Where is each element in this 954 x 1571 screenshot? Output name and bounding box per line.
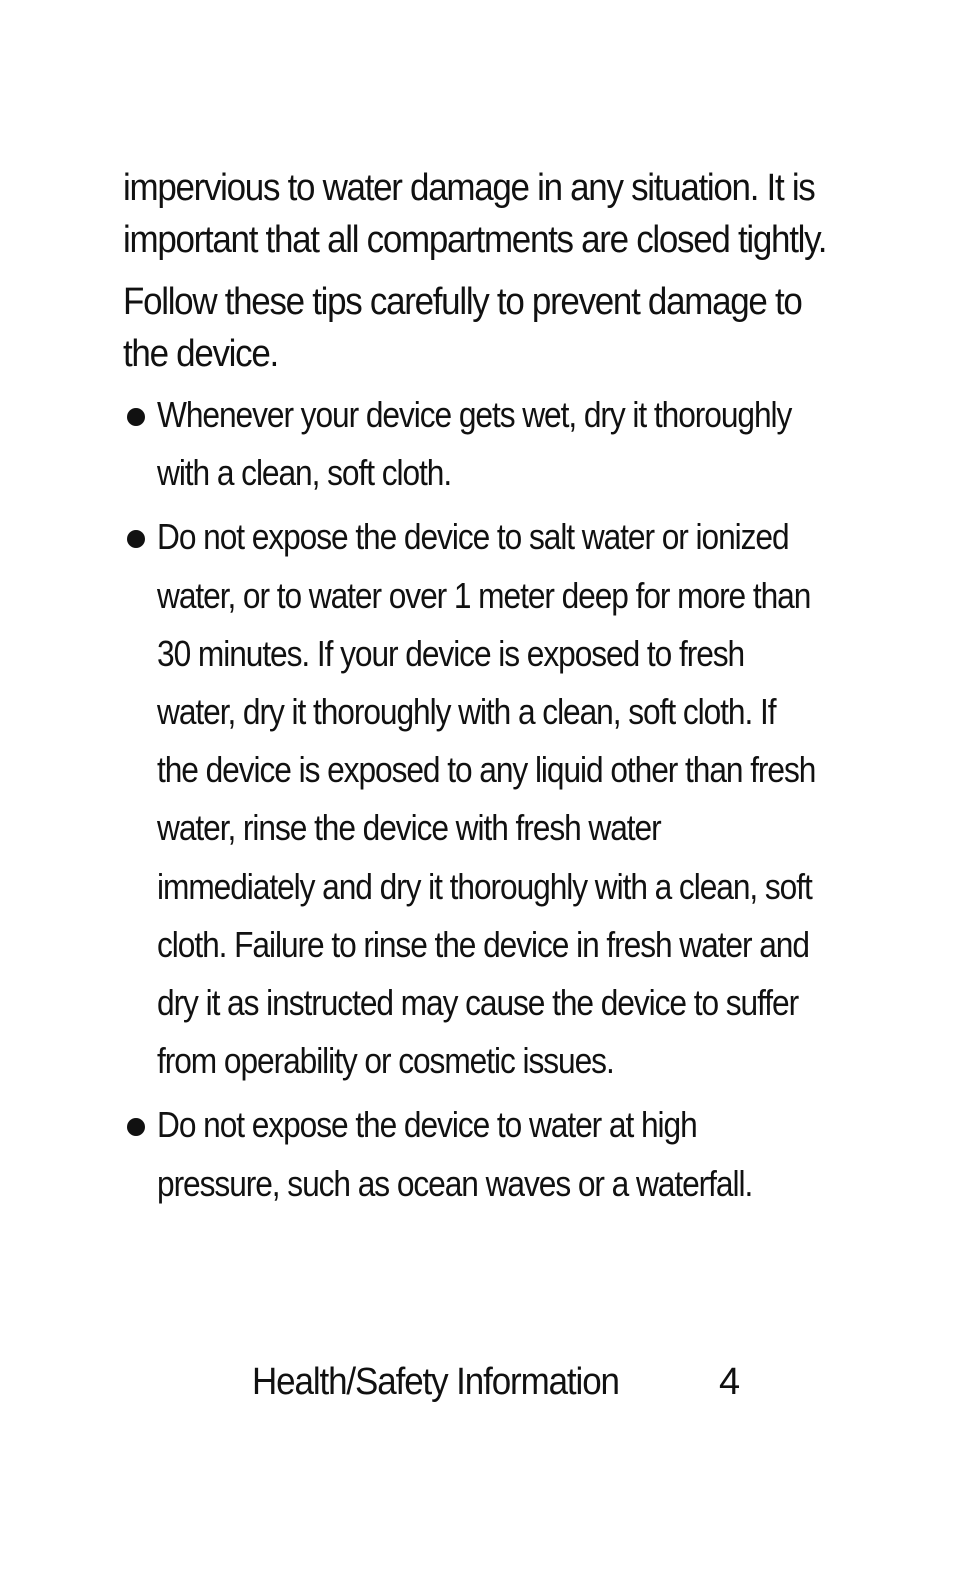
page-content xyxy=(123,162,843,1219)
list-item xyxy=(123,1096,843,1212)
footer-section-title: Health/Safety Information xyxy=(252,1361,619,1403)
list-item-text: Do not expose the device to salt water or ionized water, or to water over 1 meter deep for more than 30 minutes. If your device is exposed to fresh water, dry it thoroughly with a clean, soft cloth. If the device is exposed to any liquid other than fresh water, rinse the device with fresh water immediately and dry it thoroughly with a clean, soft cloth. Failure to rinse the device in fresh water and dry it as instructed may cause the device to suffer from operability or cosmetic issues. xyxy=(157,516,816,1082)
list-item xyxy=(123,386,843,502)
bullet-icon xyxy=(127,408,145,426)
bullet-icon xyxy=(127,530,145,548)
paragraph-intro-tips: Follow these tips carefully to prevent damage to the device. xyxy=(123,281,802,375)
bullet-icon xyxy=(127,1118,145,1136)
paragraph-continuation: impervious to water damage in any situation. It is important that all compartments are closed tightly. xyxy=(123,167,827,261)
list-item xyxy=(123,508,843,1090)
list-item-text: Do not expose the device to water at high pressure, such as ocean waves or a waterfall. xyxy=(157,1104,753,1204)
tips-list xyxy=(123,386,843,1213)
list-item-text: Whenever your device gets wet, dry it thoroughly with a clean, soft cloth. xyxy=(157,394,792,494)
page-footer xyxy=(252,1357,739,1407)
page-number: 4 xyxy=(719,1361,739,1403)
